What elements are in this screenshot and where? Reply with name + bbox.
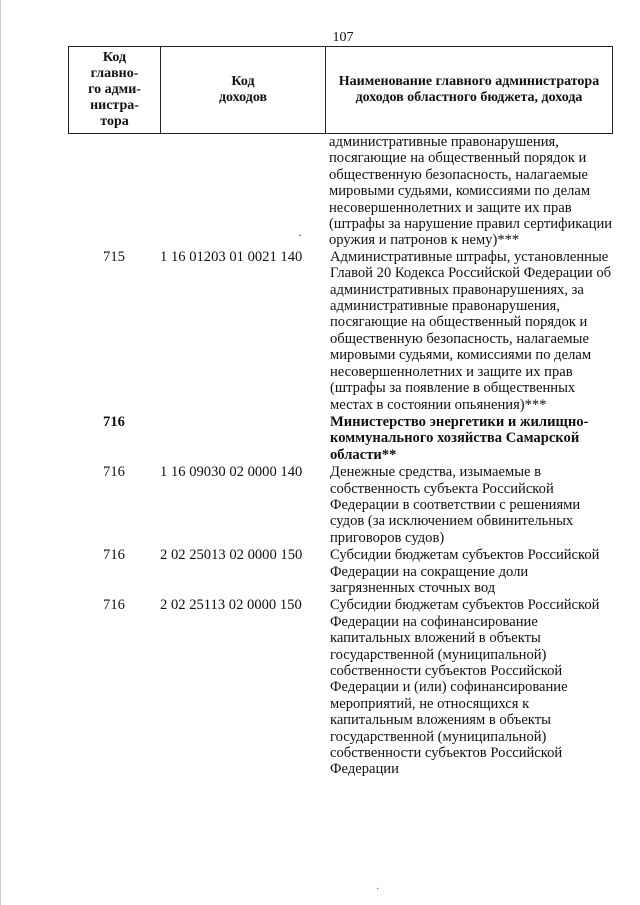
header-income-code: Код доходов [161,47,326,133]
continuation-text: административные правонарушения, посягающие на общественный порядок и общественную безопасность, налагаемые мировыми судьями, комиссиями по делам несовершеннолетних и защите их прав (штрафы за нарушение правил сертификации оружия и патронов к нему)*** [329,134,613,249]
table-row [68,547,613,596]
table-row [68,464,613,546]
scan-speck: · [298,228,302,242]
header-admin-code: Код главно- го адми- нистра- тора [69,47,161,133]
table-row-ministry [68,414,613,463]
table-header [68,46,613,134]
income-name: Субсидии бюджетам субъектов Российской Федерации на сокращение доли загрязненных сточных вод [330,547,600,596]
header-name: Наименование главного администратора доходов областного бюджета, дохода [338,74,600,105]
income-name: Денежные средства, изымаемые в собственность субъекта Российской Федерации в соответствии с решениями судов (за исключением обвинительных приговоров судов) [330,464,581,546]
income-name: Административные штрафы, установленные Главой 20 Кодекса Российской Федерации об административных правонарушениях, за административные правонарушения, посягающие на общественный порядок и общественную безопасность, налагаемые мировыми судьями, комиссиями по делам несовершеннолетних и защите их прав (штрафы за появление в общественных местах в состоянии опьянения)*** [330,248,612,413]
page-number: 107 [332,30,354,45]
ministry-name: Министерство энергетики и жилищно-коммунального хозяйства Самарской области** [330,413,589,463]
table-body [68,134,613,778]
admin-code: 716 [103,413,125,430]
income-code [160,414,330,463]
income-code: 2 02 25013 02 0000 150 [160,547,303,564]
admin-code: 716 [103,597,125,614]
income-code: 2 02 25113 02 0000 150 [160,597,302,614]
table-row [68,249,613,413]
admin-code: 715 [103,248,125,265]
scan-speck: · [376,884,380,895]
income-code: 1 16 09030 02 0000 140 [160,464,303,481]
admin-code: 716 [103,464,125,481]
admin-code: 716 [103,547,125,564]
income-name: Субсидии бюджетам субъектов Российской Федерации на софинансирование капитальных вложений в объекты государственной (муниципальной) собственности субъектов Российской Федерации и (или) софинансирование мероприятий, не относящихся к капитальным вложениям в объекты государственной (муниципальной) собственности субъектов Российской Федерации [330,597,600,778]
table-row [68,597,613,777]
income-code: 1 16 01203 01 0021 140 [160,248,303,265]
scan-edge [0,0,1,905]
